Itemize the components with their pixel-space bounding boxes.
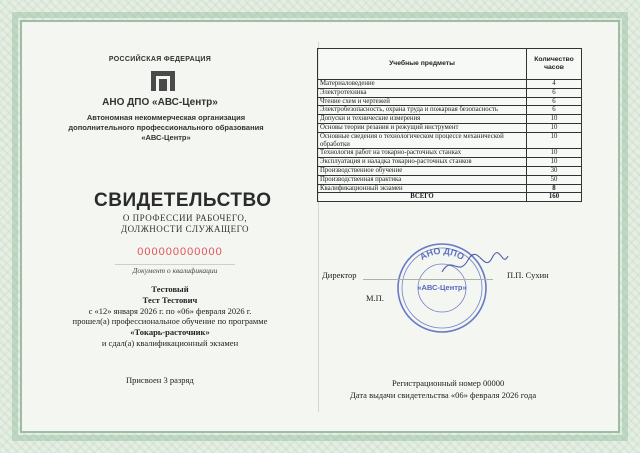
subject-cell: Основные сведения о технологическом процессе механической обработки [318, 132, 527, 149]
serial-number: 000000000000 [137, 246, 223, 258]
table-row [318, 88, 582, 97]
exam-statement: и сдал(а) квалификационный экзамен [101, 337, 239, 348]
subject-cell: Технология работ на токарно-расточных станках [318, 149, 527, 158]
hours-cell: 30 [527, 166, 582, 175]
hours-cell: 4 [527, 80, 582, 89]
subject-cell: Материаловедение [318, 80, 527, 89]
table-row [318, 80, 582, 89]
hours-cell: 10 [527, 115, 582, 124]
table-body [318, 80, 582, 202]
table-row [318, 97, 582, 106]
hours-cell: 10 [527, 123, 582, 132]
hours-cell: 8 [527, 184, 582, 193]
country-label: РОССИЙСКАЯ ФЕДЕРАЦИЯ [108, 56, 212, 63]
subject-cell: Электробезопасность, охрана труда и пожарная безопасность [318, 106, 527, 115]
column-header-subjects: Учебные предметы [318, 49, 527, 80]
org-full-line: «АВС-Центр» [141, 133, 191, 142]
org-full-name [66, 113, 266, 143]
assigned-rank: Присвоен 3 разряд [126, 375, 194, 385]
table-total-row [318, 193, 582, 202]
total-label: ВСЕГО [318, 193, 527, 202]
org-name: АНО ДПО «АВС-Центр» [102, 97, 218, 108]
issue-date: Дата выдачи свидетельства «06» февраля 2026 года [350, 390, 537, 400]
subject-cell: Квалификационный экзамен [318, 184, 527, 193]
subtitle-line: О ПРОФЕССИИ РАБОЧЕГО, [122, 213, 248, 223]
holder-surname: Тестовый [151, 284, 189, 294]
subject-cell: Эксплуатация и наладка токарно-расточных станков [318, 158, 527, 167]
director-name: П.П. Сухин [507, 270, 549, 280]
stamp-outer-text: АНО ДПО [418, 245, 466, 263]
document-type: Документ о квалификации [132, 266, 218, 275]
subject-cell: Чтение схем и чертежей [318, 97, 527, 106]
table-row [318, 166, 582, 175]
total-hours: 160 [527, 193, 582, 202]
subject-cell: Производственное обучение [318, 166, 527, 175]
table-header-row [318, 49, 582, 80]
hours-cell: 6 [527, 106, 582, 115]
subject-cell: Электротехника [318, 88, 527, 97]
subject-cell: Основы теории резания и режущий инструмент [318, 123, 527, 132]
org-full-line: Автономная некоммерческая организация [86, 113, 246, 122]
signature-line [363, 279, 493, 280]
training-statement: прошел(а) профессиональное обучение по программе [72, 316, 268, 327]
subjects-table [317, 48, 582, 202]
org-full-line: дополнительного профессионального образования [68, 123, 264, 132]
program-name: «Токарь-расточник» [130, 327, 210, 338]
table-row [318, 158, 582, 167]
subject-cell: Производственная практика [318, 175, 527, 184]
hours-cell: 10 [527, 149, 582, 158]
director-label: Директор [322, 270, 357, 280]
table-row [318, 106, 582, 115]
certificate-title: СВИДЕТЕЛЬСТВО [94, 190, 272, 211]
registration-number: Регистрационный номер 00000 [392, 378, 505, 388]
stamp-inner-text: «АВС-Центр» [417, 283, 467, 292]
table-row [318, 132, 582, 149]
hours-cell: 10 [527, 158, 582, 167]
subject-cell: Допуски и технические измерения [318, 115, 527, 124]
holder-name: Тест Тестович [142, 294, 198, 305]
divider-line [115, 264, 235, 265]
table-row [318, 175, 582, 184]
org-logo-icon [148, 70, 178, 94]
hours-cell: 10 [527, 132, 582, 149]
table-row [318, 149, 582, 158]
table-row [318, 123, 582, 132]
hours-cell: 6 [527, 88, 582, 97]
table-row [318, 184, 582, 193]
column-header-hours: Количество часов [527, 49, 582, 80]
certificate-subtitle [100, 213, 270, 235]
hours-cell: 50 [527, 175, 582, 184]
director-signature-icon [440, 250, 510, 280]
table-row [318, 115, 582, 124]
holder-block [30, 284, 310, 349]
subtitle-line: ДОЛЖНОСТИ СЛУЖАЩЕГО [120, 224, 250, 234]
training-period: с «12» января 2026 г. по «06» февраля 2026 г. [88, 305, 252, 316]
seal-place-label: М.П. [366, 293, 384, 303]
hours-cell: 6 [527, 97, 582, 106]
